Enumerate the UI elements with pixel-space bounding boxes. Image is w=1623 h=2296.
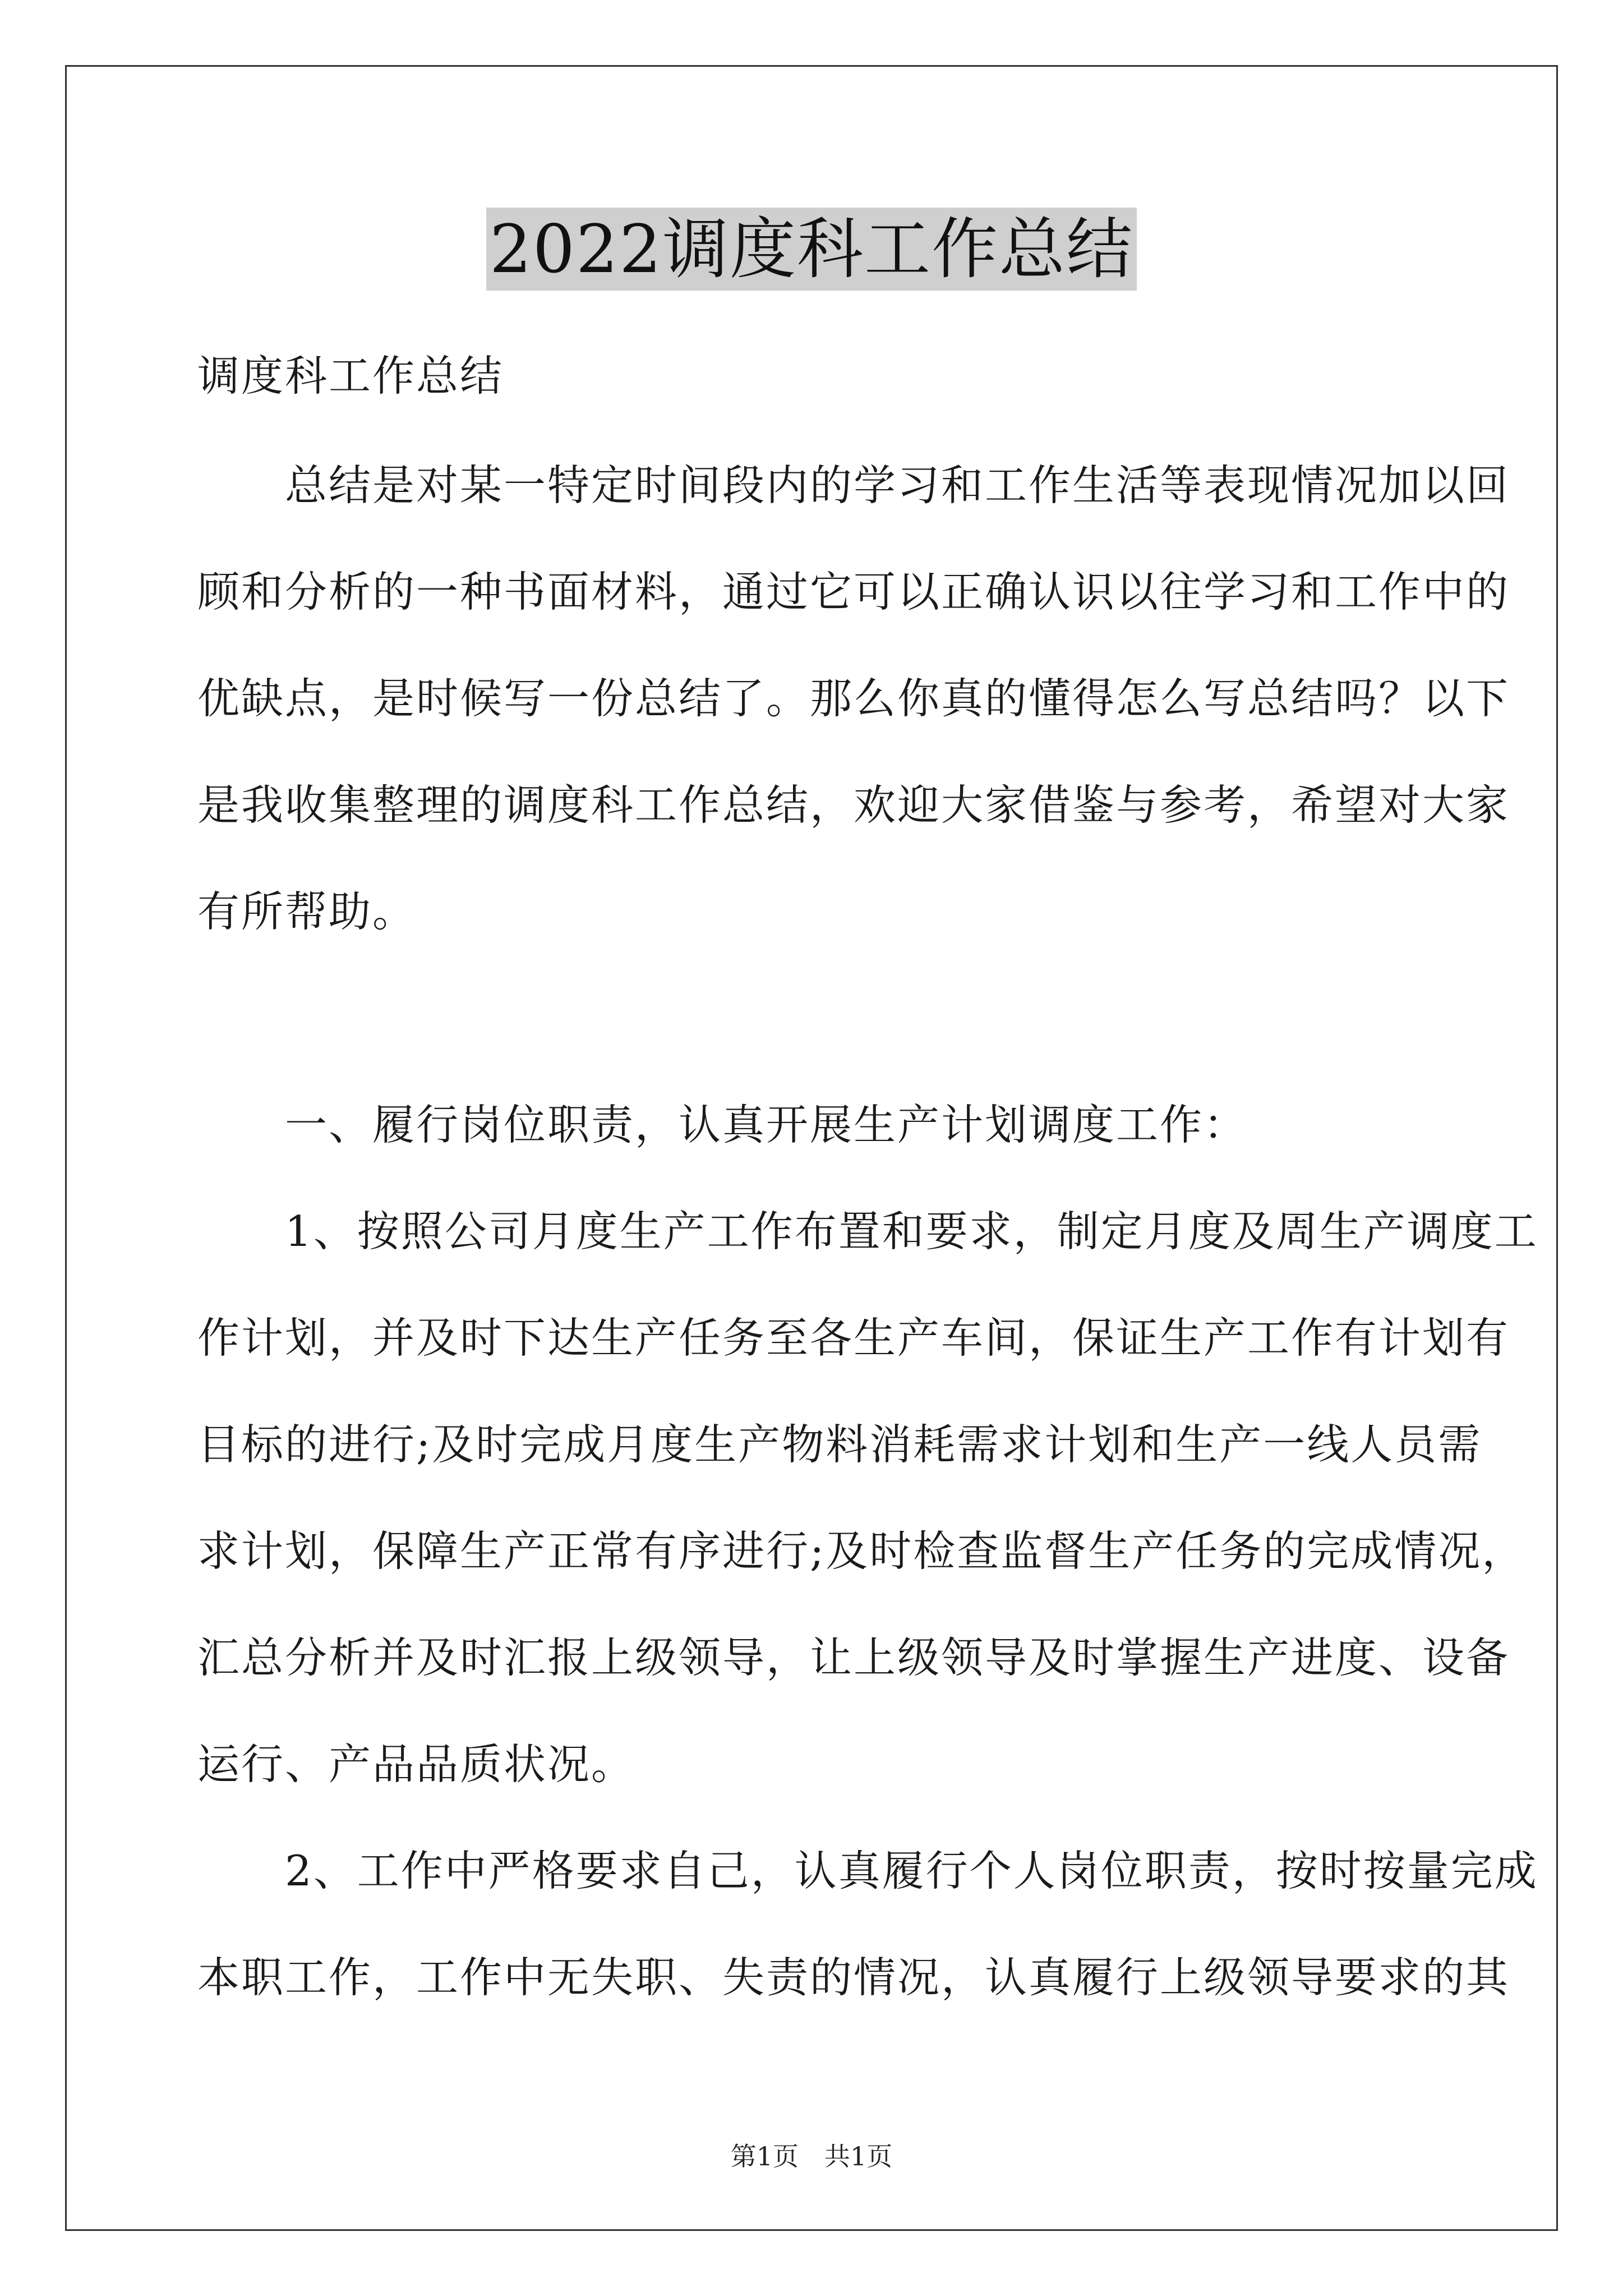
title-container xyxy=(0,208,1623,291)
paragraph-line: 1、按照公司月度生产工作布置和要求，制定月度及周生产调度工 xyxy=(197,1207,1538,1256)
paragraph-line: 汇总分析并及时汇报上级领导，让上级领导及时掌握生产进度、设备 xyxy=(197,1633,1510,1682)
paragraph-line: 顾和分析的一种书面材料，通过它可以正确认识以往学习和工作中的 xyxy=(197,567,1510,616)
paragraph-line: 运行、产品品质状况。 xyxy=(197,1740,635,1789)
paragraph-line: 2、工作中严格要求自己，认真履行个人岗位职责，按时按量完成 xyxy=(197,1846,1538,1895)
page-footer: 第1页 共1页 xyxy=(730,2141,893,2171)
paragraph-line: 优缺点，是时候写一份总结了。那么你真的懂得怎么写总结吗？以下 xyxy=(197,674,1510,723)
paragraph-line: 目标的进行;及时完成月度生产物料消耗需求计划和生产一线人员需 xyxy=(197,1420,1482,1469)
paragraph-line: 本职工作，工作中无失职、失责的情况，认真履行上级领导要求的其 xyxy=(197,1953,1510,2002)
document-title: 2022调度科工作总结 xyxy=(486,208,1137,291)
paragraph-line: 总结是对某一特定时间段内的学习和工作生活等表现情况加以回 xyxy=(197,461,1510,510)
paragraph-line: 一、履行岗位职责，认真开展生产计划调度工作： xyxy=(197,1100,1248,1149)
paragraph-line: 求计划，保障生产正常有序进行;及时检查监督生产任务的完成情况， xyxy=(197,1526,1526,1576)
paragraph-line: 是我收集整理的调度科工作总结，欢迎大家借鉴与参考，希望对大家 xyxy=(197,780,1510,830)
paragraph-line: 作计划，并及时下达生产任务至各生产车间，保证生产工作有计划有 xyxy=(197,1313,1510,1363)
paragraph-line: 有所帮助。 xyxy=(197,887,417,936)
section-heading: 调度科工作总结 xyxy=(197,351,504,401)
